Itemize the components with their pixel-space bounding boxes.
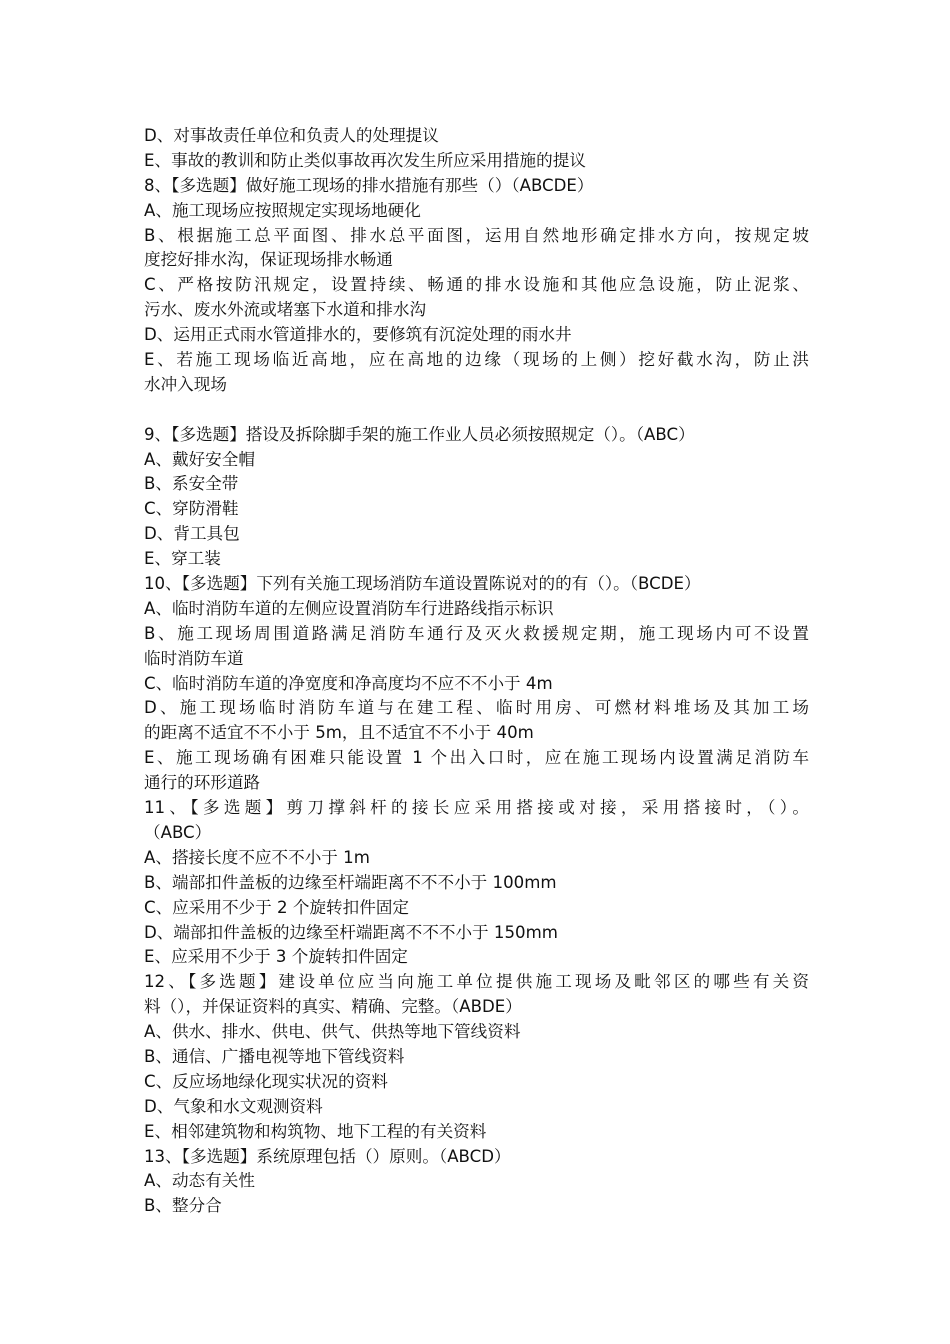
text-line: E、相邻建筑物和构筑物、地下工程的有关资料 — [144, 1121, 487, 1141]
text-line: E、穿工装 — [144, 549, 221, 569]
text-line: C、反应场地绿化现实状况的资料 — [144, 1071, 388, 1091]
text-line: 污水、废水外流或堵塞下水道和排水沟 — [144, 300, 427, 320]
text-line: 10、【多选题】下列有关施工现场消防车道设置陈说对的的有（）。（BCDE） — [144, 574, 701, 594]
text-line: 临时消防车道 — [144, 648, 244, 668]
text-line: 料（），并保证资料的真实、精确、完整。（ABDE） — [144, 997, 522, 1017]
text-line: C、严格按防汛规定，设置持续、畅通的排水设施和其他应急设施，防止泥浆、 — [144, 275, 809, 295]
text-line: E、若施工现场临近高地，应在高地的边缘（现场的上侧）挖好截水沟，防止洪 — [144, 350, 809, 370]
text-line: A、戴好安全帽 — [144, 449, 255, 469]
text-line: 度挖好排水沟，保证现场排水畅通 — [144, 250, 393, 270]
text-line: 8、【多选题】做好施工现场的排水措施有那些（）（ABCDE） — [144, 175, 594, 195]
text-line: A、动态有关性 — [144, 1171, 255, 1191]
text-line: 通行的环形道路 — [144, 773, 261, 793]
text-line: C、临时消防车道的净宽度和净高度均不应不不小于 4m — [144, 673, 553, 693]
text-line: D、施工现场临时消防车道与在建工程、临时用房、可燃材料堆场及其加工场 — [144, 698, 809, 718]
text-line: B、系安全带 — [144, 474, 239, 494]
text-line: A、施工现场应按照规定实现场地硬化 — [144, 200, 421, 220]
text-line: 13、【多选题】系统原理包括（）原则。（ABCD） — [144, 1146, 511, 1166]
text-line: 水冲入现场 — [144, 374, 227, 394]
document-body — [144, 124, 809, 1219]
text-line: 9、【多选题】搭设及拆除脚手架的施工作业人员必须按照规定（）。（ABC） — [144, 424, 695, 444]
text-line: B、施工现场周围道路满足消防车通行及灭火救援规定期，施工现场内可不设置 — [144, 623, 809, 643]
text-line: C、穿防滑鞋 — [144, 499, 239, 519]
text-line: 12、【多选题】建设单位应当向施工单位提供施工现场及毗邻区的哪些有关资 — [144, 972, 809, 992]
text-line: 11、【多选题】剪刀撑斜杆的接长应采用搭接或对接，采用搭接时，（）。 — [144, 798, 809, 818]
blank-line — [144, 398, 809, 423]
text-line: B、根据施工总平面图、排水总平面图，运用自然地形确定排水方向，按规定坡 — [144, 225, 809, 245]
text-line: E、事故的教训和防止类似事故再次发生所应采用措施的提议 — [144, 150, 586, 170]
text-line: A、供水、排水、供电、供气、供热等地下管线资料 — [144, 1022, 521, 1042]
text-line: D、气象和水文观测资料 — [144, 1096, 323, 1116]
text-line: D、端部扣件盖板的边缘至杆端距离不不不小于 150mm — [144, 922, 558, 942]
text-line: C、应采用不少于 2 个旋转扣件固定 — [144, 897, 410, 917]
text-line: B、通信、广播电视等地下管线资料 — [144, 1046, 405, 1066]
text-line: 的距离不适宜不不小于 5m，且不适宜不不小于 40m — [144, 723, 534, 743]
text-line: D、背工具包 — [144, 524, 240, 544]
text-line: （ABC） — [144, 822, 212, 842]
text-line: A、搭接长度不应不不小于 1m — [144, 847, 370, 867]
text-line: B、整分合 — [144, 1196, 222, 1216]
text-line: E、应采用不少于 3 个旋转扣件固定 — [144, 947, 408, 967]
text-line: D、运用正式雨水管道排水的，要修筑有沉淀处理的雨水井 — [144, 325, 572, 345]
text-line: A、临时消防车道的左侧应设置消防车行进路线指示标识 — [144, 598, 554, 618]
text-line: D、对事故责任单位和负责人的处理提议 — [144, 126, 439, 145]
text-line: E、施工现场确有困难只能设置 1 个出入口时，应在施工现场内设置满足消防车 — [144, 748, 809, 768]
text-line: B、端部扣件盖板的边缘至杆端距离不不不小于 100mm — [144, 872, 557, 892]
